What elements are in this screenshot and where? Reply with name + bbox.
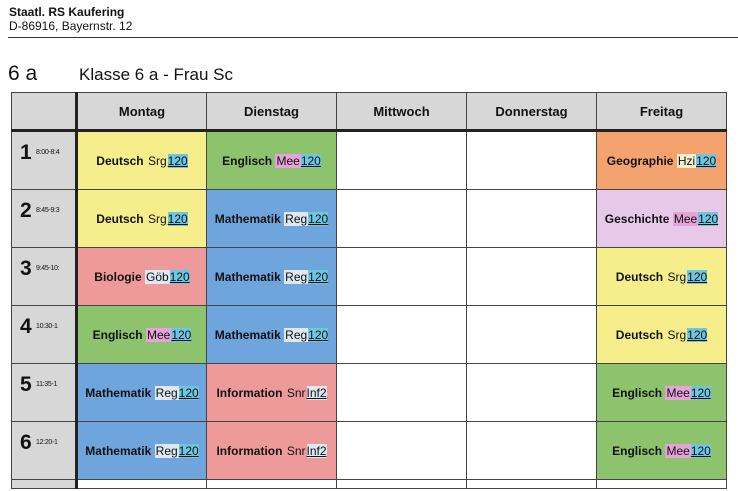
teacher: Reg	[155, 443, 178, 458]
room: 120	[696, 153, 717, 168]
period-row-partial	[12, 480, 727, 489]
subject: Deutsch	[96, 153, 144, 168]
period-row	[12, 306, 727, 364]
lesson-cell[interactable]	[77, 364, 207, 422]
school-name: Staatl. RS Kaufering	[9, 5, 125, 19]
day-header-row	[12, 93, 727, 131]
empty-cell	[337, 422, 467, 480]
empty-cell	[467, 190, 597, 248]
teacher: Göb	[145, 269, 169, 284]
corner-cell	[12, 93, 77, 131]
room: Inf2	[306, 385, 327, 400]
empty-cell	[337, 190, 467, 248]
class-code: 6 a	[8, 62, 38, 85]
room: 120	[308, 327, 329, 342]
period-number: 5	[20, 373, 32, 396]
room: 120	[690, 385, 711, 400]
teacher: Srg	[147, 153, 167, 168]
lesson-cell[interactable]	[77, 306, 207, 364]
empty-cell	[337, 306, 467, 364]
teacher: Mee	[146, 327, 171, 342]
empty-cell	[337, 364, 467, 422]
subject: Mathematik	[214, 327, 281, 342]
school-address: D-86916, Bayernstr. 12	[9, 19, 133, 33]
room: 120	[167, 211, 188, 226]
room: 120	[308, 269, 329, 284]
empty-cell	[77, 480, 207, 489]
teacher: Reg	[285, 327, 308, 342]
empty-cell	[597, 480, 727, 489]
period-row	[12, 190, 727, 248]
teacher: Snr	[286, 385, 306, 400]
lesson-cell[interactable]	[597, 306, 727, 364]
period-time: 11:35-1	[36, 381, 58, 388]
room: Inf2	[306, 443, 327, 458]
room: 120	[178, 385, 199, 400]
subject: Englisch	[612, 443, 663, 458]
room: 120	[687, 327, 708, 342]
empty-cell	[467, 480, 597, 489]
period-time: 8:45-9:3	[36, 207, 60, 214]
period-time: 12:20-1	[36, 439, 58, 446]
period-number: 4	[20, 315, 32, 338]
subject: Geographie	[606, 153, 674, 168]
period-number: 6	[20, 431, 32, 454]
teacher: Srg	[667, 327, 687, 342]
teacher: Reg	[155, 385, 178, 400]
lesson-cell[interactable]	[77, 190, 207, 248]
room: 120	[178, 443, 199, 458]
empty-cell	[467, 422, 597, 480]
room: 120	[171, 327, 192, 342]
period-cell	[12, 422, 77, 480]
lesson-cell[interactable]	[77, 131, 207, 190]
lesson-cell[interactable]	[207, 131, 337, 190]
room: 120	[167, 153, 188, 168]
subject: Mathematik	[214, 211, 281, 226]
subject: Englisch	[612, 385, 663, 400]
subject: Information	[216, 385, 283, 400]
day-header-monday: Montag	[77, 93, 207, 131]
period-number: 3	[20, 257, 32, 280]
teacher: Mee	[666, 443, 690, 458]
empty-cell	[467, 131, 597, 190]
empty-cell	[337, 131, 467, 190]
lesson-cell[interactable]	[597, 364, 727, 422]
lesson-cell[interactable]	[207, 422, 337, 480]
period-time: 10:30-1	[36, 323, 58, 330]
teacher: Srg	[147, 211, 167, 226]
empty-cell	[207, 480, 337, 489]
lesson-cell[interactable]	[77, 248, 207, 306]
empty-cell	[337, 480, 467, 489]
lesson-cell[interactable]	[77, 422, 207, 480]
teacher: Reg	[285, 211, 308, 226]
lesson-cell[interactable]	[207, 306, 337, 364]
room: 120	[687, 269, 708, 284]
period-cell	[12, 480, 77, 489]
subject: Mathematik	[85, 385, 152, 400]
period-number: 1	[20, 141, 32, 164]
period-time: 8:00-8:4	[36, 149, 60, 156]
empty-cell	[467, 364, 597, 422]
lesson-cell[interactable]	[597, 248, 727, 306]
subject: Deutsch	[96, 211, 144, 226]
period-cell	[12, 306, 77, 364]
lesson-cell[interactable]	[597, 131, 727, 190]
subject: Information	[216, 443, 283, 458]
subject: Biologie	[94, 269, 142, 284]
period-row	[12, 364, 727, 422]
empty-cell	[337, 248, 467, 306]
period-cell	[12, 248, 77, 306]
subject: Deutsch	[615, 269, 664, 284]
period-row	[12, 422, 727, 480]
day-header-tuesday: Dienstag	[207, 93, 337, 131]
period-row	[12, 248, 727, 306]
lesson-cell[interactable]	[597, 422, 727, 480]
room: 120	[690, 443, 711, 458]
day-header-friday: Freitag	[597, 93, 727, 131]
subject: Mathematik	[214, 269, 281, 284]
period-number: 2	[20, 199, 32, 222]
lesson-cell[interactable]	[207, 190, 337, 248]
subject: Deutsch	[615, 327, 664, 342]
teacher: Mee	[666, 385, 690, 400]
lesson-cell[interactable]	[207, 248, 337, 306]
teacher: Snr	[286, 443, 306, 458]
subject: Geschichte	[604, 211, 670, 226]
period-row	[12, 131, 727, 190]
lesson-cell[interactable]	[207, 364, 337, 422]
room: 120	[308, 211, 329, 226]
lesson-cell[interactable]	[597, 190, 727, 248]
period-time: 9:45-10:	[36, 265, 60, 272]
timetable-title: Klasse 6 a - Frau Sc	[79, 65, 234, 84]
day-header-thursday: Donnerstag	[467, 93, 597, 131]
room: 120	[698, 211, 719, 226]
teacher: Reg	[285, 269, 308, 284]
subject: Englisch	[92, 327, 143, 342]
empty-cell	[467, 248, 597, 306]
room: 120	[169, 269, 190, 284]
room: 120	[300, 153, 321, 168]
teacher: Srg	[667, 269, 687, 284]
empty-cell	[467, 306, 597, 364]
period-cell	[12, 364, 77, 422]
teacher: Mee	[276, 153, 300, 168]
subject: Mathematik	[85, 443, 152, 458]
period-cell	[12, 190, 77, 248]
divider	[8, 37, 738, 38]
day-header-wednesday: Mittwoch	[337, 93, 467, 131]
period-cell	[12, 131, 77, 190]
subject: Englisch	[222, 153, 273, 168]
school-info	[9, 5, 132, 33]
teacher: Hzi	[677, 153, 696, 168]
teacher: Mee	[673, 211, 698, 226]
timetable	[11, 92, 727, 489]
